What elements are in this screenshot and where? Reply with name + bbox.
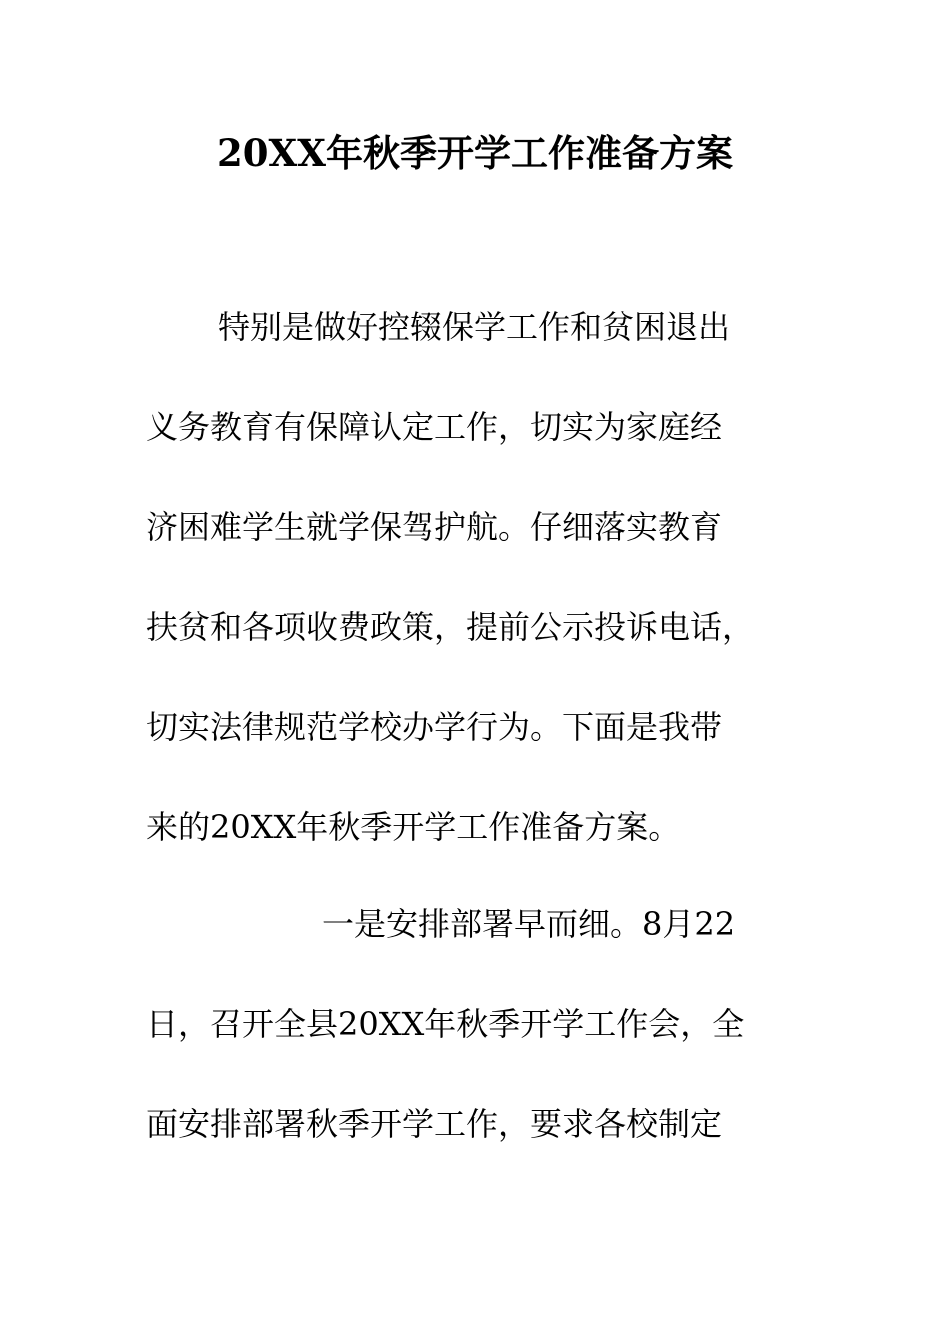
paragraph-line: 一是安排部署早而细。8月22	[322, 905, 736, 943]
document-title: 20XX年秋季开学工作准备方案	[217, 131, 733, 175]
paragraph-line: 义务教育有保障认定工作，切实为家庭经	[146, 408, 723, 446]
paragraph-line: 济困难学生就学保驾护航。仔细落实教育	[146, 508, 723, 546]
paragraph-line: 来的20XX年秋季开学工作准备方案。	[146, 808, 681, 846]
paragraph-line: 日，召开全县20XX年秋季开学工作会，全	[146, 1005, 745, 1043]
paragraph-line: 扶贫和各项收费政策，提前公示投诉电话，	[146, 608, 755, 646]
paragraph-line: 切实法律规范学校办学行为。下面是我带	[146, 708, 723, 746]
paragraph-line: 面安排部署秋季开学工作，要求各校制定	[146, 1105, 723, 1143]
paragraph-line: 特别是做好控辍保学工作和贫困退出	[218, 308, 731, 346]
